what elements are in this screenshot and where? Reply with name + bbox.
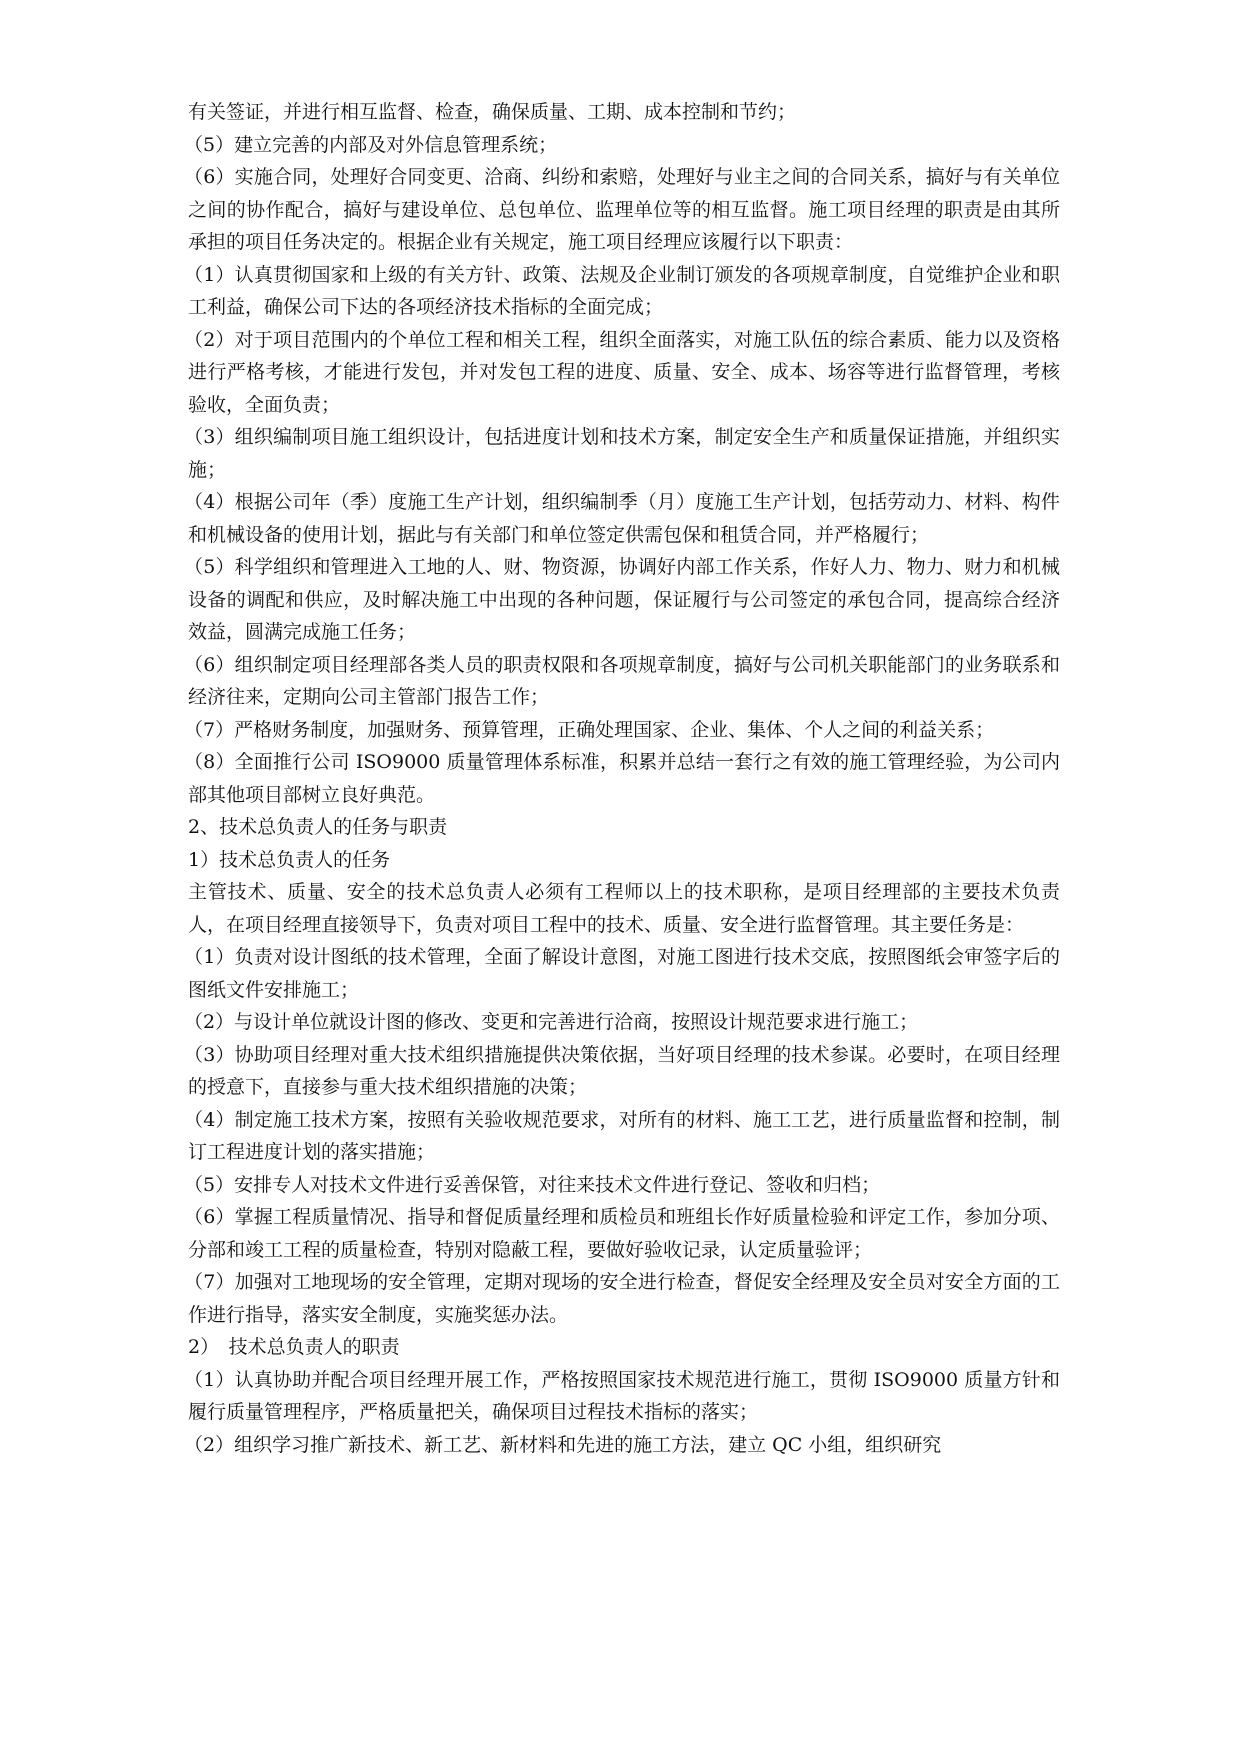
list-item: （4）制定施工技术方案，按照有关验收规范要求，对所有的材料、施工工艺，进行质量监督和控制，制订工程进度计划的落实措施； xyxy=(184,1108,1060,1163)
list-item: （6）组织制定项目经理部各类人员的职责权限和各项规章制度，搞好与公司机关职能部门的业务联系和经济往来，定期向公司主管部门报告工作； xyxy=(184,653,1060,708)
list-item: （7）严格财务制度，加强财务、预算管理，正确处理国家、企业、集体、个人之间的利益关系； xyxy=(184,718,995,741)
section-heading: 2、技术总负责人的任务与职责 xyxy=(188,816,448,838)
list-item: （1）负责对设计图纸的技术管理，全面了解设计意图，对施工图进行技术交底，按照图纸会审签字后的图纸文件安排施工； xyxy=(184,946,1060,1001)
list-item: （5）建立完善的内部及对外信息管理系统； xyxy=(184,133,558,156)
list-item: （2）与设计单位就设计图的修改、变更和完善进行洽商，按照设计规范要求进行施工； xyxy=(184,1011,919,1033)
subsection-heading: 2） 技术总负责人的职责 xyxy=(188,1336,400,1358)
list-item: （6）实施合同，处理好合同变更、洽商、纠纷和索赔，处理好与业主之间的合同关系，搞好与有关单位之间的协作配合，搞好与建设单位、总包单位、监理单位等的相互监督。施工项目经理的职责是由其所承担的项目任务决定的。根据企业有关规定，施工项目经理应该履行以下职责： xyxy=(184,166,1060,253)
list-item: （3）组织编制项目施工组织设计，包括进度计划和技术方案，制定安全生产和质量保证措施，并组织实施； xyxy=(184,426,1060,481)
list-item: （2）对于项目范围内的个单位工程和相关工程，组织全面落实，对施工队伍的综合素质、能力以及资格进行严格考核，才能进行发包，并对发包工程的进度、质量、安全、成本、场容等进行监督管理，考核验收，全面负责； xyxy=(184,328,1060,416)
list-item: （7）加强对工地现场的安全管理，定期对现场的安全进行检查，督促安全经理及安全员对安全方面的工作进行指导，落实安全制度，实施奖惩办法。 xyxy=(184,1271,1060,1326)
list-item: （5）安排专人对技术文件进行妥善保管，对往来技术文件进行登记、签收和归档； xyxy=(184,1173,881,1196)
list-item: （2）组织学习推广新技术、新工艺、新材料和先进的施工方法，建立 QC 小组，组织研究 xyxy=(184,1433,942,1456)
list-item: （1）认真贯彻国家和上级的有关方针、政策、法规及企业制订颁发的各项规章制度，自觉维护企业和职工利益，确保公司下达的各项经济技术指标的全面完成； xyxy=(184,263,1060,318)
document-page xyxy=(184,96,1060,1461)
body-paragraph: 有关签证，并进行相互监督、检查，确保质量、工期、成本控制和节约； xyxy=(188,101,797,123)
body-paragraph: 主管技术、质量、安全的技术总负责人必须有工程师以上的技术职称，是项目经理部的主要技术负责人，在项目经理直接领导下，负责对项目工程中的技术、质量、安全进行监督管理。其主要任务是： xyxy=(188,881,1060,936)
list-item: （5）科学组织和管理进入工地的人、财、物资源，协调好内部工作关系，作好人力、物力、财力和机械设备的调配和供应，及时解决施工中出现的各种问题，保证履行与公司签定的承包合同，提高综合经济效益，圆满完成施工任务； xyxy=(184,556,1060,643)
list-item: （1）认真协助并配合项目经理开展工作，严格按照国家技术规范进行施工，贯彻 ISO9000 质量方针和履行质量管理程序，严格质量把关，确保项目过程技术指标的落实； xyxy=(184,1368,1060,1423)
list-item: （4）根据公司年（季）度施工生产计划，组织编制季（月）度施工生产计划，包括劳动力、材料、构件和机械设备的使用计划，据此与有关部门和单位签定供需包保和租赁合同，并严格履行； xyxy=(184,491,1060,546)
list-item: （3）协助项目经理对重大技术组织措施提供决策依据，当好项目经理的技术参谋。必要时，在项目经理的授意下，直接参与重大技术组织措施的决策； xyxy=(184,1043,1060,1098)
list-item: （8）全面推行公司 ISO9000 质量管理体系标准，积累并总结一套行之有效的施工管理经验，为公司内部其他项目部树立良好典范。 xyxy=(184,751,1060,806)
subsection-heading: 1）技术总负责人的任务 xyxy=(188,848,391,871)
list-item: （6）掌握工程质量情况、指导和督促质量经理和质检员和班组长作好质量检验和评定工作，参加分项、分部和竣工工程的质量检查，特别对隐蔽工程，要做好验收记录，认定质量验评； xyxy=(184,1206,1060,1261)
